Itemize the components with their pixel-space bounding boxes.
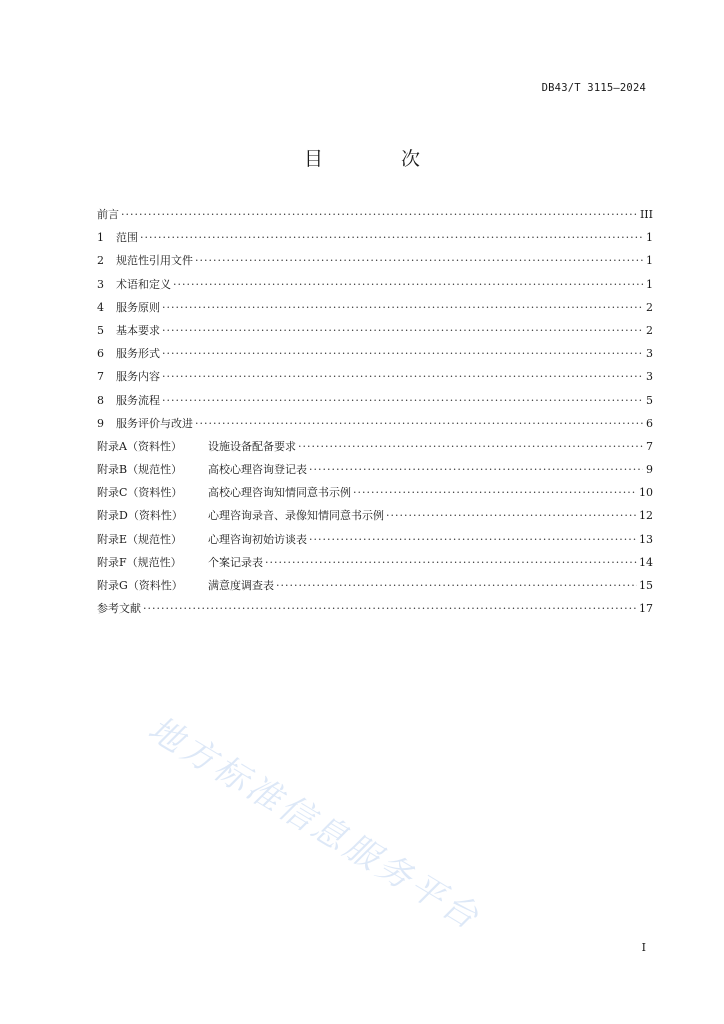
toc-entry-number: 9 <box>97 416 104 430</box>
toc-leader-dots <box>309 533 637 546</box>
toc-entry-title: 服务流程 <box>116 393 160 407</box>
toc-entry-title: 服务原则 <box>116 300 160 314</box>
toc-appendix-label: 附录G（资料性） <box>97 579 183 592</box>
toc-entry[interactable] <box>97 252 653 275</box>
toc-leader-dots <box>309 463 643 476</box>
document-code: DB43/T 3115—2024 <box>541 82 646 94</box>
toc-page-number: 6 <box>646 416 653 430</box>
toc-page-number: 14 <box>639 555 653 569</box>
toc-page-number: 17 <box>639 602 653 616</box>
toc-entry[interactable] <box>97 299 653 322</box>
toc-entry-title: 服务内容 <box>116 370 160 384</box>
toc-entry[interactable] <box>97 484 653 507</box>
toc-entry-title: 参考文献 <box>97 602 141 616</box>
toc-leader-dots <box>162 347 643 360</box>
toc-entry-title: 服务形式 <box>116 347 160 361</box>
toc-appendix-label: 附录B（规范性） <box>97 463 183 477</box>
toc-entry-number: 3 <box>97 277 104 291</box>
toc-entry[interactable] <box>97 554 653 577</box>
toc-entry-number: 5 <box>97 323 104 337</box>
toc-entry-title: 高校心理咨询知情同意书示例 <box>208 486 351 500</box>
toc-leader-dots <box>195 417 643 430</box>
toc-entry[interactable] <box>97 600 653 623</box>
toc-page-number: 3 <box>646 370 653 384</box>
watermark: 地方标准信息服务平台 <box>141 708 488 939</box>
toc-entry[interactable] <box>97 368 653 391</box>
toc-entry-title: 高校心理咨询登记表 <box>208 463 307 477</box>
toc-leader-dots <box>265 556 637 569</box>
toc-entry-title: 前言 <box>97 208 119 221</box>
toc-page-number: 5 <box>646 393 653 407</box>
toc-appendix-label: 附录E（规范性） <box>97 532 183 546</box>
toc-entry[interactable] <box>97 276 653 299</box>
toc-entry-number: 8 <box>97 393 104 407</box>
toc-entry-number: 1 <box>97 231 104 245</box>
toc-entry[interactable] <box>97 531 653 554</box>
page-title: 目 次 <box>303 148 457 170</box>
toc-entry-title: 设施设备配备要求 <box>208 439 296 453</box>
toc-leader-dots <box>162 370 643 383</box>
toc-page-number: 12 <box>639 509 653 523</box>
toc-entry[interactable] <box>97 345 653 368</box>
toc-entry-number: 7 <box>97 370 104 384</box>
toc-appendix-label: 附录A（资料性） <box>97 439 182 453</box>
toc-entry-title: 心理咨询录音、录像知情同意书示例 <box>208 509 384 523</box>
toc-entry-number: 2 <box>97 254 104 268</box>
toc-entry-title: 规范性引用文件 <box>116 254 193 268</box>
toc-appendix-label: 附录F（规范性） <box>97 555 182 569</box>
toc-page-number: 10 <box>639 486 653 500</box>
toc-entry-number: 4 <box>97 300 104 314</box>
toc-entry[interactable] <box>97 322 653 345</box>
toc-entry-title: 范围 <box>116 231 138 245</box>
toc-leader-dots <box>195 254 643 267</box>
toc-entry-title: 心理咨询初始访谈表 <box>208 532 307 546</box>
toc-page-number: III <box>639 208 653 221</box>
toc-leader-dots <box>140 231 643 244</box>
toc-entry-title: 服务评价与改进 <box>116 416 193 430</box>
toc-entry-title: 基本要求 <box>116 323 160 337</box>
toc-entry-title: 满意度调查表 <box>208 579 274 592</box>
toc-page-number: 13 <box>639 532 653 546</box>
toc-leader-dots <box>353 486 637 499</box>
toc-entry[interactable] <box>97 229 653 252</box>
page-number: I <box>641 941 646 954</box>
toc-entry[interactable] <box>97 392 653 415</box>
toc-page-number: 1 <box>646 277 653 291</box>
toc-page-number: 2 <box>646 323 653 337</box>
toc-page-number: 15 <box>639 579 653 592</box>
toc-entry[interactable] <box>97 507 653 530</box>
toc-leader-dots <box>143 602 637 615</box>
toc-page-number: 1 <box>646 231 653 245</box>
toc-entry[interactable] <box>97 577 653 600</box>
table-of-contents <box>97 206 653 623</box>
toc-entry[interactable] <box>97 206 653 229</box>
toc-entry[interactable] <box>97 461 653 484</box>
toc-appendix-label: 附录D（资料性） <box>97 509 183 523</box>
toc-page-number: 3 <box>646 347 653 361</box>
toc-entry[interactable] <box>97 438 653 461</box>
toc-page-number: 1 <box>646 254 653 268</box>
toc-page-number: 2 <box>646 300 653 314</box>
toc-leader-dots <box>162 394 643 407</box>
toc-appendix-label: 附录C（资料性） <box>97 486 183 500</box>
toc-entry-number: 6 <box>97 347 104 361</box>
toc-leader-dots <box>162 324 643 337</box>
toc-entry[interactable] <box>97 415 653 438</box>
toc-page-number: 9 <box>646 463 653 477</box>
toc-entry-title: 术语和定义 <box>116 277 171 291</box>
toc-leader-dots <box>298 440 643 453</box>
toc-entry-title: 个案记录表 <box>208 555 263 569</box>
toc-leader-dots <box>276 579 637 592</box>
toc-page-number: 7 <box>646 439 653 453</box>
toc-leader-dots <box>121 208 638 221</box>
toc-leader-dots <box>386 509 637 522</box>
toc-leader-dots <box>173 278 643 291</box>
toc-leader-dots <box>162 301 643 314</box>
